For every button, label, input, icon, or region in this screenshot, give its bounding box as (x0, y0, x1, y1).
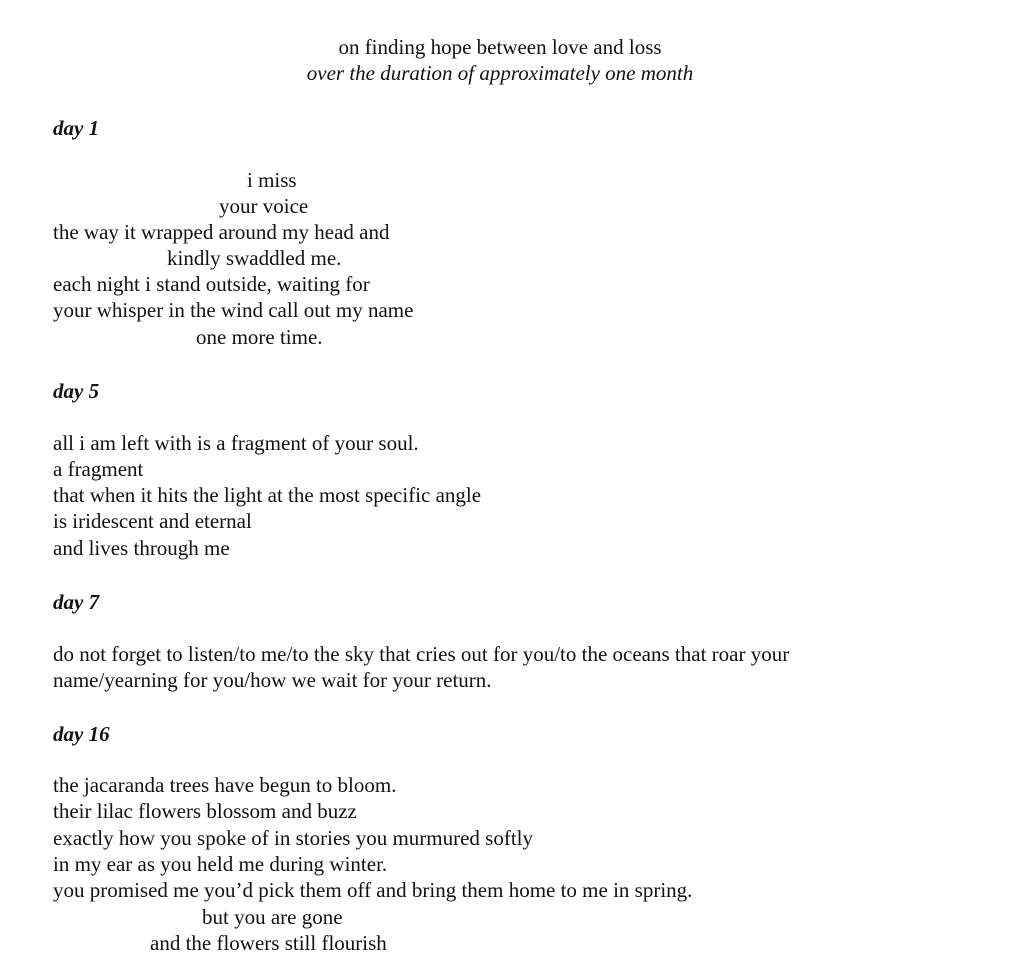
poem-subtitle: over the duration of approximately one month (306, 61, 694, 85)
poem-line: you promised me you’d pick them off and bring them home to me in spring. (53, 878, 693, 902)
poem-line: is iridescent and eternal (53, 509, 252, 533)
poem-line: your voice (219, 194, 309, 218)
poem-line: i miss (247, 168, 297, 192)
poem-line: and the flowers still flourish (150, 931, 387, 955)
poem-line: all i am left with is a fragment of your soul. (53, 431, 419, 455)
entry-heading-day-7: day 7 (53, 590, 100, 614)
poem-line: in my ear as you held me during winter. (53, 852, 388, 876)
poem-line: that when it hits the light at the most specific angle (53, 483, 482, 507)
poem-line: the jacaranda trees have begun to bloom. (53, 773, 397, 797)
poem-line: your whisper in the wind call out my name (53, 298, 414, 322)
poem-line: one more time. (196, 325, 323, 349)
entry-heading-day-5: day 5 (53, 379, 100, 403)
poem-line: but you are gone (202, 905, 343, 929)
poem-title: on finding hope between love and loss (338, 35, 662, 59)
poem-line: each night i stand outside, waiting for (53, 272, 370, 296)
entry-heading-day-1: day 1 (53, 116, 100, 140)
poem-line: the way it wrapped around my head and (53, 220, 390, 244)
poem-line: their lilac flowers blossom and buzz (53, 799, 357, 823)
poem-line: kindly swaddled me. (167, 246, 342, 270)
poem-line: a fragment (53, 457, 144, 481)
poem-line: do not forget to listen/to me/to the sky that cries out for you/to the oceans that roar your (53, 642, 790, 666)
entry-heading-day-16: day 16 (53, 722, 110, 746)
poem-line: name/yearning for you/how we wait for your return. (53, 668, 492, 692)
poem-line: and lives through me (53, 536, 230, 560)
poem-line: exactly how you spoke of in stories you murmured softly (53, 826, 534, 850)
